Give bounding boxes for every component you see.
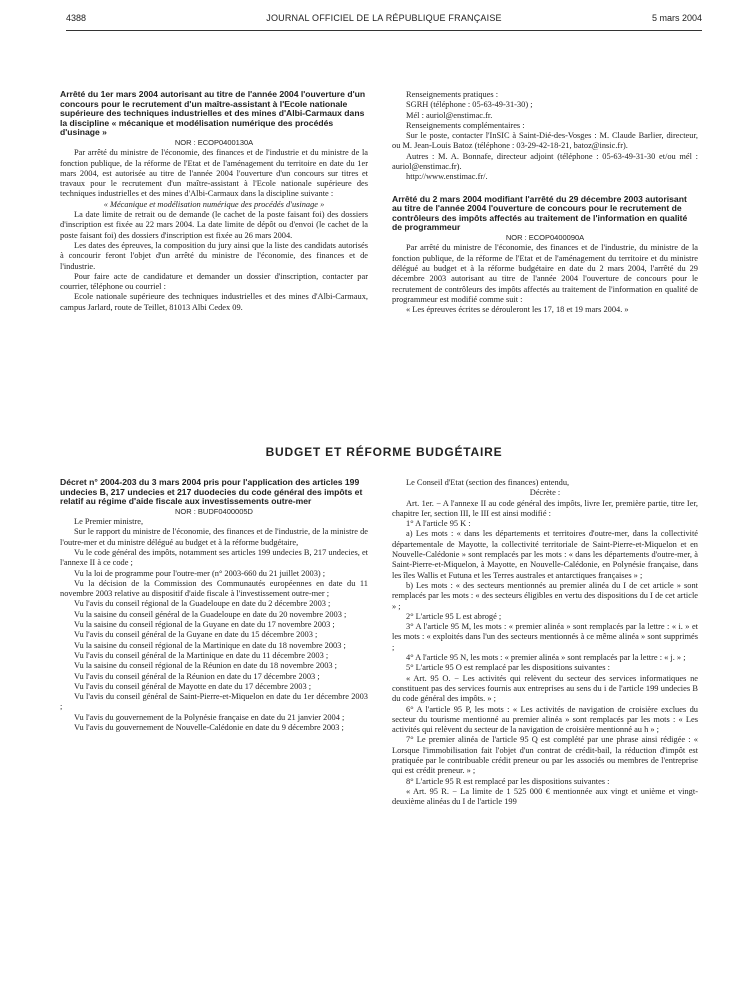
- article1-paragraph: Les dates des épreuves, la composition du jury ainsi que la liste des candidats autorisés à concourir feront l'objet d'un arrêté du ministre de l'économie, des finances et de l'industrie.: [60, 240, 368, 271]
- decree-visa: Vu la saisine du conseil régional de la Réunion en date du 18 novembre 2003 ;: [74, 661, 338, 671]
- contact-link: http://www.enstimac.fr/.: [406, 172, 488, 182]
- article2-paragraph: « Les épreuves écrites se dérouleront les 17, 18 et 19 mars 2004. »: [406, 305, 629, 315]
- decree-visa: Vu l'avis du conseil général de la Martinique en date du 11 décembre 2003 ;: [74, 650, 329, 660]
- decree-text: Le Conseil d'Etat (section des finances) entendu,: [406, 478, 570, 487]
- decree-visa: Vu la saisine du conseil régional de la Martinique en date du 18 novembre 2003 ;: [74, 640, 346, 650]
- decree-title: Décret n° 2004-203 du 3 mars 2004 pris pour l'application des articles 199 undecies B, 217 undecies et 217 duodecies du code général des impôts et relatif au régime d'aide fiscale aux investissements outre-mer: [60, 477, 363, 507]
- contact-line: SGRH (téléphone : 05-63-49-31-30) ;: [406, 100, 533, 110]
- header-rule: [66, 30, 702, 31]
- page-header: [66, 10, 702, 28]
- contact-line: Autres : M. A. Bonnafe, directeur adjoint (téléphone : 05-63-49-31-30 et/ou mél : auriol@enstimac.fr).: [392, 151, 698, 172]
- decree-visa: Vu l'avis du gouvernement de Nouvelle-Calédonie en date du 9 décembre 2003 ;: [74, 723, 344, 733]
- decree-intro: Le Premier ministre,: [74, 517, 144, 527]
- decree-text: 5° L'article 95 O est remplacé par les dispositions suivantes :: [406, 663, 610, 673]
- decree-text: b) Les mots : « des secteurs mentionnés au premier alinéa du I de cet article » sont remplacés par les mots : « des secteurs éligibles en vertu des dispositions du I de cet article » ;: [392, 580, 698, 611]
- journal-title: JOURNAL OFFICIEL DE LA RÉPUBLIQUE FRANÇAISE: [266, 13, 502, 23]
- article1-discipline: « Mécanique et modélisation numérique des procédés d'usinage »: [103, 199, 325, 209]
- section-title: BUDGET ET RÉFORME BUDGÉTAIRE: [265, 445, 503, 459]
- decree-text: Art. 1er. − A l'annexe II au code général des impôts, livre Ier, première partie, titre Ier, chapitre Ier, section III, le III est ainsi modifié :: [392, 498, 698, 518]
- article2-title: Arrêté du 2 mars 2004 modifiant l'arrêté du 29 décembre 2003 autorisant au titre de l'année 2004 l'ouverture de concours pour le recrutement de contrôleurs des impôts affectés au traitement de l'information en qualité de programmeur: [392, 193, 688, 233]
- decree-visa: Vu l'avis du conseil général de la Guyane en date du 15 décembre 2003 ;: [74, 630, 318, 640]
- decree-visa: Vu la saisine du conseil régional de la Guyane en date du 17 novembre 2003 ;: [74, 620, 335, 630]
- contact-line: Sur le poste, contacter l'InSIC à Saint-Dié-des-Vosges : M. Claude Barlier, directeur, ou M. Jean-Louis Batoz (téléphone : 03-29-42-18-21, batoz@insic.fr).: [392, 131, 698, 151]
- article1-paragraph: La date limite de retrait ou de demande (le cachet de la poste faisant foi) des dossiers d'inscription est fixée au 22 mars 2004. La date limite de dépôt ou d'envoi (le cachet de la poste faisant foi) des dossiers d'inscription est fixée au 26 mars 2004.: [60, 210, 368, 240]
- contact-line: Mél : auriol@enstimac.fr.: [406, 110, 493, 120]
- article1-column: [60, 90, 368, 313]
- decree-visa: Sur le rapport du ministre de l'économie, des finances et de l'industrie, de la ministre de l'outre-mer et du ministre délégué au budget et à la réforme budgétaire,: [60, 527, 368, 547]
- decree-column-left: [60, 478, 368, 733]
- decree-visa: Vu l'avis du conseil général de Saint-Pierre-et-Miquelon en date du 1er décembre 2003 ;: [60, 692, 368, 712]
- contact-line: Renseignements pratiques :: [406, 90, 499, 99]
- decree-decrete: Décrète :: [529, 488, 561, 498]
- decree-text: « Art. 95 R. − La limite de 1 525 000 € mentionnée aux vingt et unième et vingt-deuxième alinéas du I de l'article 199: [392, 786, 698, 807]
- decree-visa: Vu la décision de la Commission des Communautés européennes en date du 11 novembre 2003 relative au dispositif d'aide fiscale à l'investissement outre-mer ;: [60, 578, 368, 599]
- article1-paragraph: Par arrêté du ministre de l'économie, des finances et de l'industrie et du ministre de la fonction publique, de la réforme de l'Etat et de l'aménagement du territoire en date du 1er mars 2004, est autorisée au titre de l'année 2004 l'ouverture d'un concours sur titres et travaux pour le recrutement d'un maître-assistant à l'Ecole nationale supérieure des techniques industrielles et des mines d'Albi-Carmaux dans la discipline suivante :: [60, 148, 368, 199]
- decree-visa: Vu le code général des impôts, notamment ses articles 199 undecies B, 217 undecies, et l'annexe II à ce code ;: [60, 547, 368, 568]
- article1-paragraph: Pour faire acte de candidature et demander un dossier d'inscription, contacter par courrier, téléphone ou courriel :: [60, 271, 368, 292]
- decree-text: 1° A l'article 95 K :: [406, 519, 471, 529]
- decree-visa: Vu l'avis du conseil régional de la Guadeloupe en date du 2 décembre 2003 ;: [74, 599, 331, 609]
- article1-paragraph: Ecole nationale supérieure des techniques industrielles et des mines d'Albi-Carmaux, campus Jarlard, route de Teillet, 81013 Albi Cedex 09.: [60, 292, 368, 312]
- issue-date: 5 mars 2004: [651, 13, 702, 23]
- decree-visa: Vu l'avis du gouvernement de la Polynésie française en date du 21 janvier 2004 ;: [74, 712, 345, 722]
- decree-text: « Art. 95 O. − Les activités qui relèvent du secteur des services informatiques ne constituent pas des services fournis aux entreprises au sens du i de l'article 199 undecies B du code général des impôts. » ;: [392, 673, 698, 704]
- article1-continued-column: [392, 90, 698, 315]
- decree-visa: Vu l'avis du conseil général de Mayotte en date du 17 décembre 2003 ;: [74, 681, 312, 691]
- decree-nor: NOR : BUDF0400005D: [175, 506, 253, 516]
- page-number: 4388: [66, 13, 87, 23]
- article1-nor: NOR : ECOP0400130A: [174, 137, 254, 147]
- decree-visa: Vu l'avis du conseil général de la Réunion en date du 17 décembre 2003 ;: [74, 671, 320, 681]
- contact-line: Renseignements complémentaires :: [406, 120, 525, 130]
- decree-text: 8° L'article 95 R est remplacé par les dispositions suivantes :: [406, 776, 610, 786]
- article1-title: Arrêté du 1er mars 2004 autorisant au titre de l'année 2004 l'ouverture d'un concours pour le recrutement d'un maître-assistant à l'Ecole nationale supérieure des techniques industrielles et des mines d'Albi-Carmaux dans la discipline « mécanique et modélisation numérique des procédés d'usinage »: [60, 89, 366, 138]
- article2-paragraph: Par arrêté du ministre de l'économie, des finances et de l'industrie, du ministre de la fonction publique, de la réforme de l'Etat et de l'aménagement du territoire et du ministre délégué au budget et à la réforme budgétaire en date du 2 mars 2004, l'arrêté du 29 décembre 2003 autorisant au titre de l'année 2004 l'ouverture de concours pour le recrutement de contrôleurs des impôts affectés au traitement de l'information en qualité de programmeur est modifié comme suit :: [392, 243, 698, 304]
- decree-text: 3° A l'article 95 M, les mots : « premier alinéa » sont remplacés par la lettre : « i. » et les mots : « exploités dans l'un des secteurs mentionnés à ce même alinéa » sont supprimés ;: [392, 622, 698, 652]
- decree-visa: Vu la loi de programme pour l'outre-mer (n° 2003-660 du 21 juillet 2003) ;: [74, 568, 326, 578]
- decree-column-right: [392, 478, 698, 808]
- decree-text: 4° A l'article 95 N, les mots : « premier alinéa » sont remplacés par la lettre : « j. » ;: [406, 653, 686, 663]
- decree-visa: Vu la saisine du conseil général de la Guadeloupe en date du 20 novembre 2003 ;: [74, 609, 347, 619]
- decree-text: a) Les mots : « dans les départements et territoires d'outre-mer, dans la collectivité départementale de Mayotte, la collectivité territoriale de Saint-Pierre-et-Miquelon et en Nouvelle-Calédonie » sont remplacés par les mots : « dans les départements d'outre-mer, à Saint-Pierre-et-Miquelon, à Mayotte, en Nouvelle-Calédonie, en Polynésie française, dans les îles Wallis et Futuna et les Terres australes et antarctiques françaises » ;: [392, 529, 698, 580]
- decree-text: 6° A l'article 95 P, les mots : « Les activités de navigation de croisière exclues du secteur du tourisme mentionné au premier alinéa » sont remplacés par les mots : « Les activités qui relèvent du secteur de la navigation de croisière mentionné au h » ;: [392, 704, 698, 735]
- article2-nor: NOR : ECOP0400090A: [505, 233, 585, 243]
- decree-text: 2° L'article 95 L est abrogé ;: [406, 611, 502, 621]
- decree-text: 7° Le premier alinéa de l'article 95 Q est complété par une phrase ainsi rédigée : « Lorsque l'immobilisation fait l'objet d'un contrat de crédit-bail, la réduction d'impôt est pratiquée par le contribuable crédit preneur ou par les associés ou membres de l'entreprise qui est crédit preneur. » ;: [392, 735, 698, 776]
